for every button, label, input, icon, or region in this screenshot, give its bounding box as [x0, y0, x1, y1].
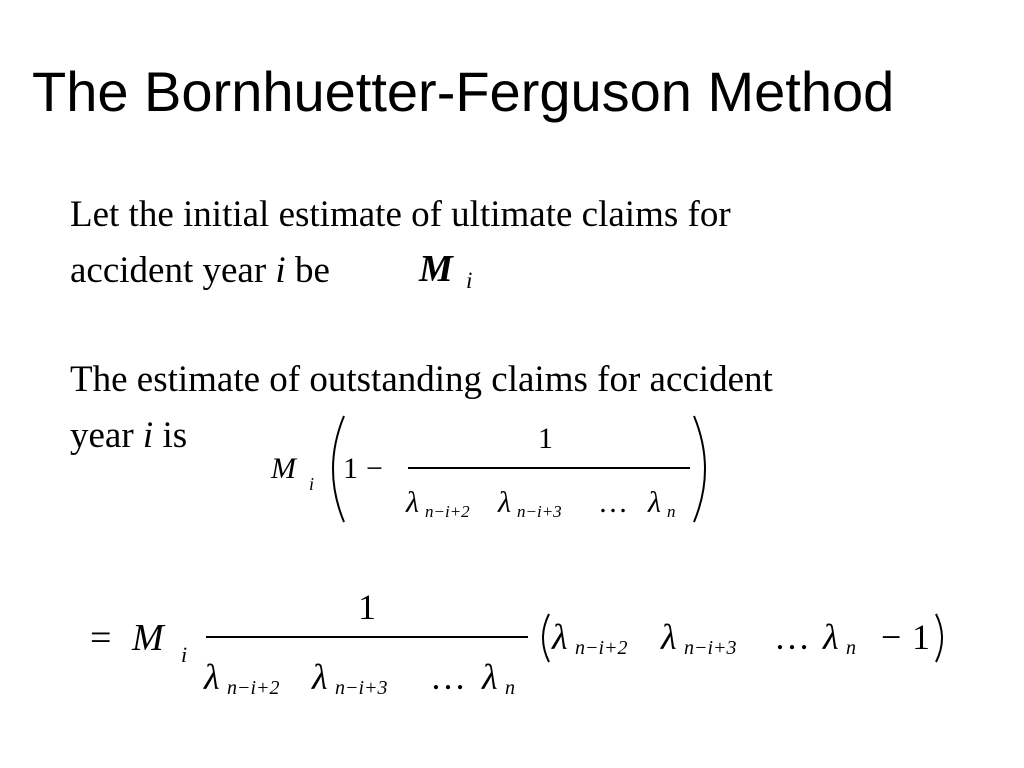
subscript-i: i	[466, 268, 473, 293]
lambda-symbol: λ	[204, 657, 220, 697]
subscript-n-i-2: n−i+2	[227, 677, 280, 699]
text-suffix: is	[153, 415, 188, 456]
variable-i: i	[142, 415, 154, 456]
minus-sign: −	[366, 452, 383, 485]
formula-equivalent-form	[90, 582, 970, 702]
lambda-symbol: λ	[648, 486, 661, 519]
text-prefix: year	[70, 415, 143, 456]
subscript-n-i-3: n−i+3	[335, 677, 388, 699]
fraction-bar	[206, 636, 528, 638]
subscript-n: n	[846, 637, 856, 659]
lambda-symbol: λ	[312, 657, 328, 697]
equals-sign: =	[90, 617, 112, 659]
subscript-i: i	[309, 474, 315, 494]
fraction-numerator: 1	[538, 422, 553, 455]
variable-i: i	[275, 250, 286, 291]
minus-sign: −	[881, 617, 902, 657]
subscript-i: i	[181, 642, 188, 667]
slide-title: The Bornhuetter-Ferguson Method	[32, 60, 895, 123]
ellipsis: …	[430, 657, 466, 697]
lambda-symbol: λ	[552, 617, 568, 657]
lambda-symbol: λ	[406, 486, 419, 519]
number-one: 1	[343, 452, 358, 485]
fraction-bar	[408, 467, 690, 469]
paragraph-line: The estimate of outstanding claims for accident	[70, 359, 773, 400]
subscript-n-i-3: n−i+3	[684, 637, 737, 659]
symbol-M: M	[132, 617, 164, 659]
paragraph-line	[70, 243, 731, 299]
paragraph-line: Let the initial estimate of ultimate claims for	[70, 194, 731, 235]
subscript-n: n	[505, 677, 515, 699]
lambda-symbol: λ	[482, 657, 498, 697]
subscript-n-i-2: n−i+2	[425, 502, 470, 521]
ellipsis: …	[598, 486, 628, 519]
lambda-symbol: λ	[823, 617, 839, 657]
formula-outstanding-claims	[268, 408, 728, 528]
text-suffix: be	[285, 250, 330, 291]
paragraph-initial-estimate	[70, 187, 731, 299]
ellipsis: …	[774, 617, 810, 657]
symbol-M: M	[271, 452, 296, 485]
number-one: 1	[912, 617, 930, 657]
subscript-n-i-3: n−i+3	[517, 502, 562, 521]
lambda-symbol: λ	[661, 617, 677, 657]
subscript-n-i-2: n−i+2	[575, 637, 628, 659]
right-parenthesis	[690, 414, 714, 524]
fraction-numerator: 1	[358, 587, 376, 627]
subscript-n: n	[667, 502, 676, 521]
right-parenthesis	[933, 612, 949, 664]
text-prefix: accident year	[70, 250, 276, 291]
symbol-M: M	[419, 248, 453, 290]
lambda-symbol: λ	[498, 486, 511, 519]
formula-initial-estimate	[419, 244, 489, 300]
left-parenthesis	[536, 612, 552, 664]
